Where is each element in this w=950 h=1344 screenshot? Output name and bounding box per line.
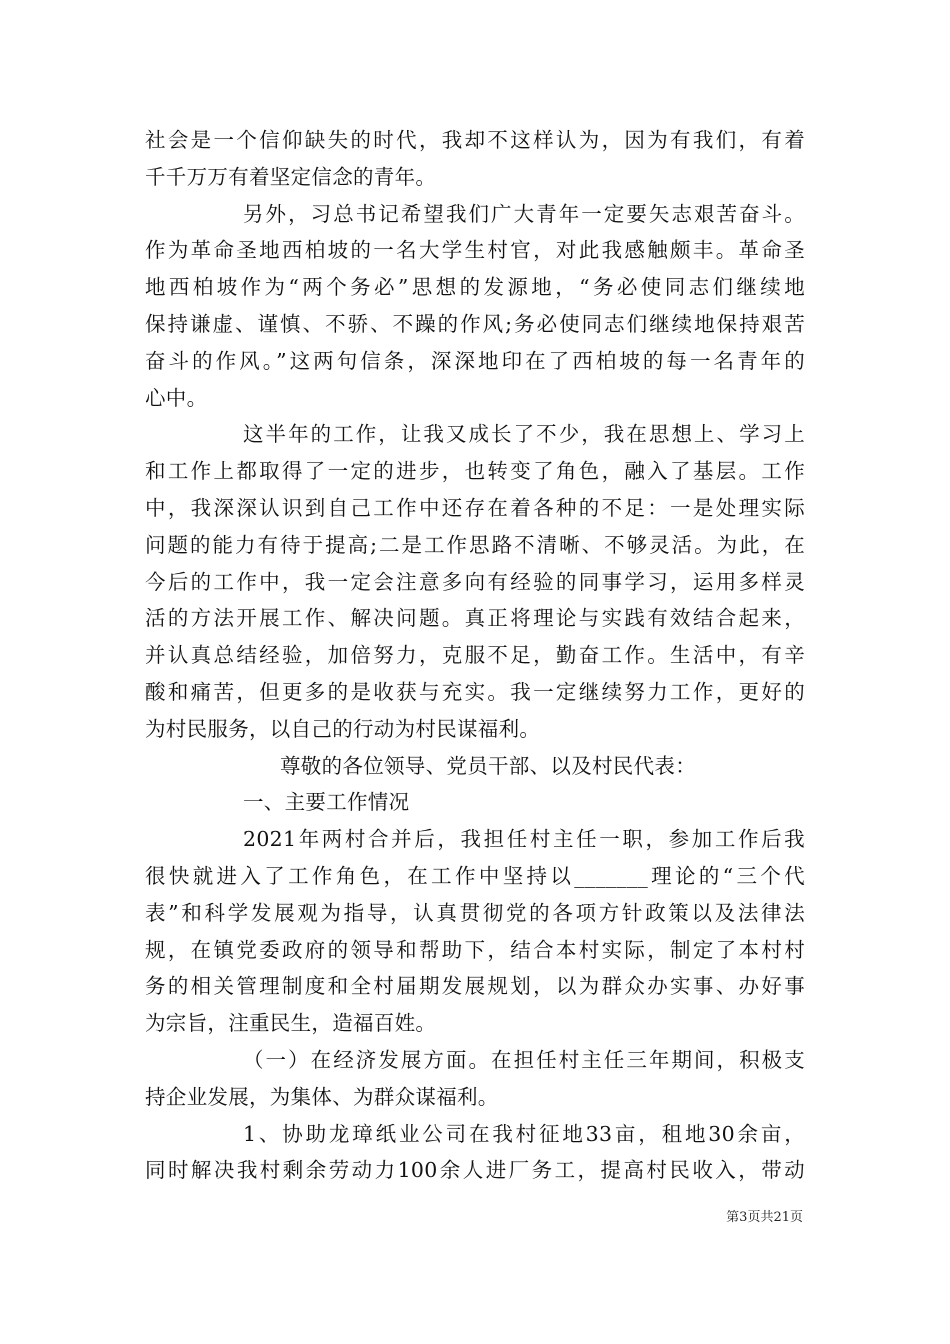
text-line: 中，我深深认识到自己工作中还存在着各种的不足：一是处理实际 [145,495,805,520]
text-line: 尊敬的各位领导、党员干部、以及村民代表： [280,753,696,778]
text-line: 2021年两村合并后，我担任村主任一职，参加工作后我 [243,827,805,852]
salutation [145,748,805,785]
text-line: 另外，习总书记希望我们广大青年一定要矢志艰苦奋斗。 [243,201,805,226]
text-line: 规，在镇党委政府的领导和帮助下，结合本村实际，制定了本村村 [145,937,805,962]
text-line: 奋斗的作风。”这两句信条，深深地印在了西柏坡的每一名青年的 [145,348,805,373]
text-line: 和工作上都取得了一定的进步，也转变了角色，融入了基层。工作 [145,459,805,484]
text-line: 今后的工作中，我一定会注意多向有经验的同事学习，运用多样灵 [145,569,805,594]
text-line: 很快就进入了工作角色，在工作中坚持以_______理论的“三个代 [145,863,805,888]
text-line: 为村民服务，以自己的行动为村民谋福利。 [145,716,541,741]
text-line: 问题的能力有待于提高;二是工作思路不清晰、不够灵活。为此，在 [145,532,805,557]
text-line: 为宗旨，注重民生，造福百姓。 [145,1011,437,1036]
text-line: 地西柏坡作为“两个务必”思想的发源地，“务必使同志们继续地 [145,275,805,300]
text-line: 酸和痛苦，但更多的是收获与充实。我一定继续努力工作，更好的 [145,679,805,704]
text-line: 社会是一个信仰缺失的时代，我却不这样认为，因为有我们，有着 [145,128,805,152]
paragraph-half-year [145,416,805,747]
section-heading [145,784,805,821]
page-number: 第3页共21页 [726,1210,803,1225]
paragraph-paper-company [145,1116,805,1190]
paragraph-xibaipo [145,196,805,417]
paragraph-village-head [145,821,805,1042]
paragraph-economy [145,1042,805,1116]
text-line: 并认真总结经验，加倍努力，克服不足，勤奋工作。生活中，有辛 [145,643,805,668]
text-line: 活的方法开展工作、解决问题。真正将理论与实践有效结合起来， [145,606,805,631]
text-line: （一）在经济发展方面。在担任村主任三年期间，积极支 [243,1047,805,1072]
text-line: 一、主要工作情况 [243,790,410,815]
text-line: 务的相关管理制度和全村届期发展规划，以为群众办实事、办好事 [145,974,805,999]
text-line: 千千万万有着坚定信念的青年。 [145,164,437,189]
text-line: 同时解决我村剩余劳动力100余人进厂务工，提高村民收入，带动 [145,1158,805,1183]
text-line: 1、协助龙璋纸业公司在我村征地33亩，租地30余亩， [243,1121,805,1146]
text-line: 表”和科学发展观为指导，认真贯彻党的各项方针政策以及法律法 [145,900,805,925]
document-body [145,122,805,1189]
text-line: 这半年的工作，让我又成长了不少，我在思想上、学习上 [243,422,805,447]
text-line: 保持谦虚、谨慎、不骄、不躁的作风;务必使同志们继续地保持艰苦 [145,311,805,336]
paragraph-faith [145,122,805,196]
text-line: 作为革命圣地西柏坡的一名大学生村官，对此我感触颇丰。革命圣 [145,238,805,263]
text-line: 心中。 [145,385,208,410]
text-line: 持企业发展，为集体、为群众谋福利。 [145,1084,499,1109]
